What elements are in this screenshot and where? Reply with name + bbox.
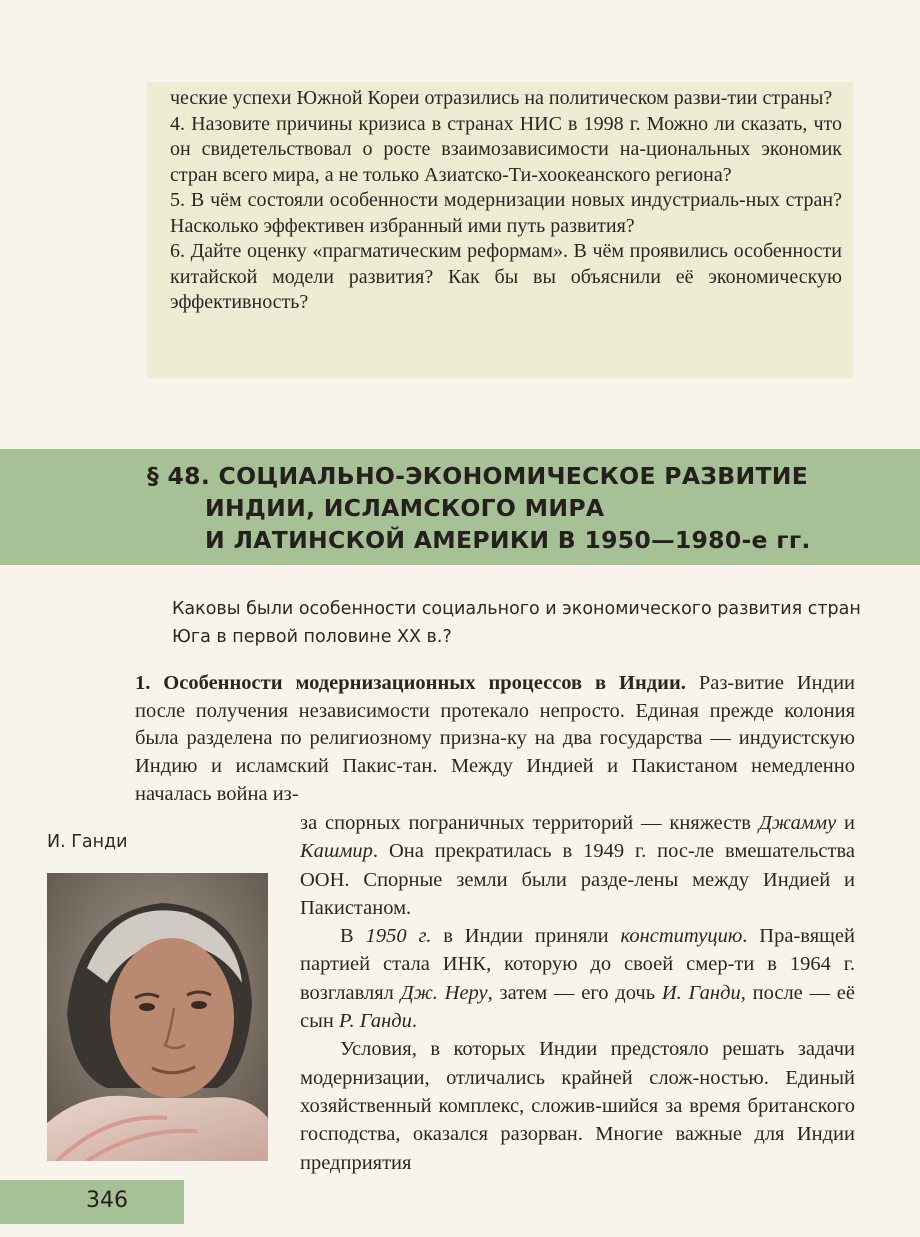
section-heading-line-1: § 48. СОЦИАЛЬНО-ЭКОНОМИЧЕСКОЕ РАЗВИТИЕ	[147, 462, 809, 490]
question-continuation: ческие успехи Южной Кореи отразились на политическом разви-тии страны?	[170, 87, 833, 109]
subsection-title: 1. Особенности модернизационных процессов в Индии.	[135, 672, 686, 694]
section-heading	[147, 460, 887, 556]
paragraph-1-start: Раз-витие Индии после получения независимости протекало непросто. Единая прежде колония была разделена по религиозному призна-ку на два государства — индуистскую Индию и исламский Пакис-тан. Между Индией и Пакистаном немедленно началась война из-	[135, 672, 856, 805]
question-5: 5. В чём состояли особенности модернизации новых индустриаль-ных стран? Насколько эффективен избранный ими путь развития?	[170, 189, 842, 237]
section-heading-line-2: ИНДИИ, ИСЛАМСКОГО МИРА	[205, 494, 605, 522]
page-number: 346	[86, 1188, 128, 1213]
question-6: 6. Дайте оценку «прагматическим реформам». В чём проявились особенности китайской модели развития? Как бы вы объяснили её экономическую эффективность?	[170, 240, 842, 313]
review-questions	[170, 86, 842, 316]
intro-question: Каковы были особенности социального и экономического развития стран Юга в первой половине XX в.?	[172, 599, 861, 647]
paragraph-2: В 1950 г. в Индии приняли конституцию. Пра-вящей партией стала ИНК, которую до своей смер-ти в 1964 г. возглавлял Дж. Неру, затем — его дочь И. Ганди, после — её сын Р. Ганди.	[300, 925, 856, 1033]
section-heading-line-3: И ЛАТИНСКОЙ АМЕРИКИ В 1950—1980-е гг.	[205, 526, 811, 554]
paragraph-1-end: за спорных пограничных территорий — княжеств Джамму и Кашмир. Она прекратилась в 1949 г. пос-ле вмешательства ООН. Спорные земли были разде-лены между Индией и Пакистаном.	[300, 812, 855, 919]
body-text-full-width	[135, 670, 855, 809]
question-4: 4. Назовите причины кризиса в странах НИС в 1998 г. Можно ли сказать, что он свидетельствовал о росте взаимозависимости на-циональных экономик стран всего мира, а не только Азиатско-Ти-хоокеанского региона?	[170, 112, 842, 186]
portrait-caption: И. Ганди	[47, 832, 128, 852]
portrait-illustration	[47, 873, 268, 1161]
body-text-column	[300, 809, 855, 1177]
paragraph-3: Условия, в которых Индии предстояло решать задачи модернизации, отличались крайней слож-ностью. Единый хозяйственный комплекс, сложив-шийся за время британского господства, оказался разорван. Многие важные для Индии предприятия	[300, 1038, 855, 1174]
portrait-photo	[47, 873, 268, 1161]
